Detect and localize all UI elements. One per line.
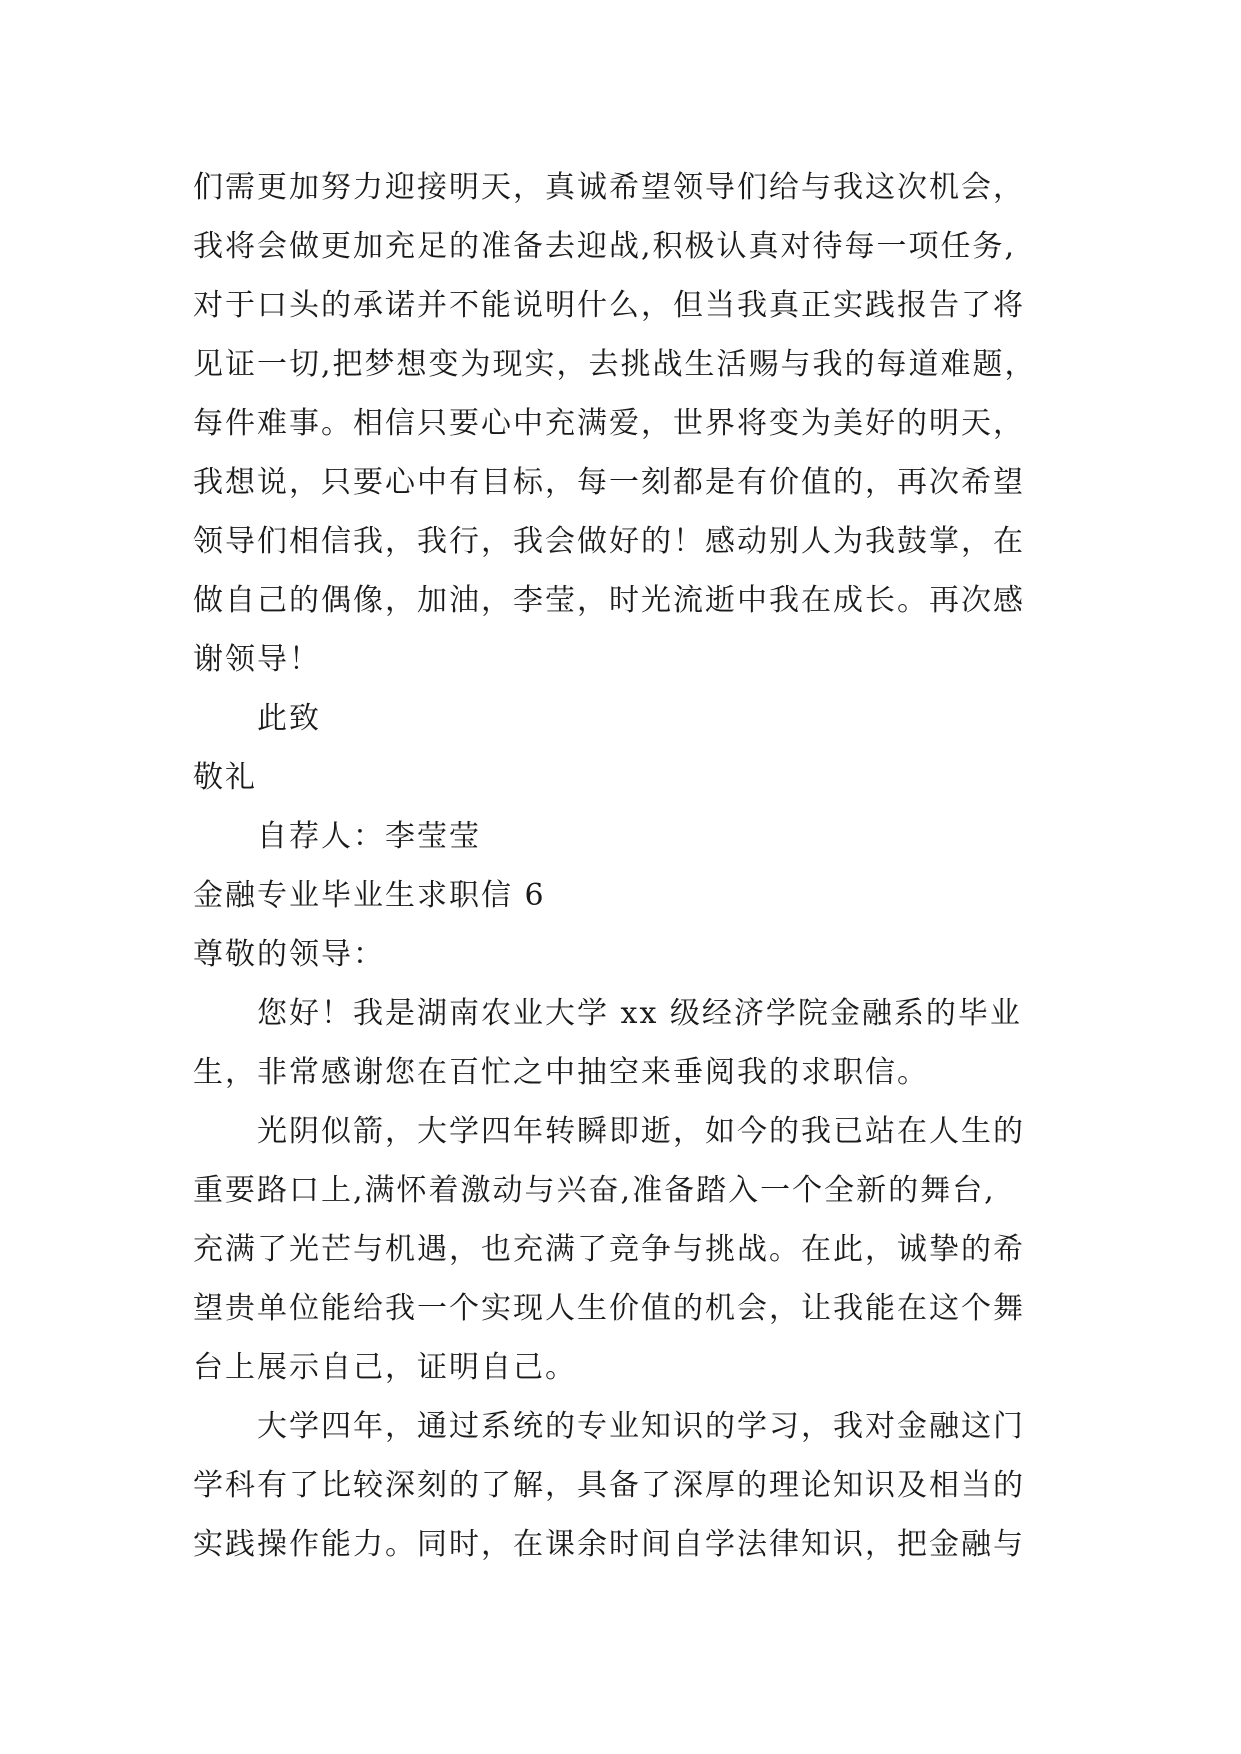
text-line: 见证一切,把梦想变为现实，去挑战生活赐与我的每道难题， [193, 347, 1037, 382]
text-line: 做自己的偶像，加油，李莹，时光流逝中我在成长。再次感 [193, 583, 1025, 618]
text-line: 领导们相信我，我行，我会做好的！感动别人为我鼓掌，在 [193, 524, 1025, 559]
text-line: 对于口头的承诺并不能说明什么，但当我真正实践报告了将 [193, 288, 1025, 323]
text-line: 重要路口上,满怀着激动与兴奋,准备踏入一个全新的舞台, [193, 1173, 996, 1208]
paragraph-start: 光阴似箭，大学四年转瞬即逝，如今的我已站在人生的 [257, 1114, 1025, 1149]
text-line: 们需更加努力迎接明天，真诚希望领导们给与我这次机会， [193, 170, 1025, 205]
document-body [193, 158, 1093, 1574]
text-line: 谢领导！ [193, 642, 321, 677]
text-line: 望贵单位能给我一个实现人生价值的机会，让我能在这个舞 [193, 1291, 1025, 1326]
greeting: 尊敬的领导： [193, 937, 385, 972]
text-line: 我将会做更加充足的准备去迎战,积极认真对待每一项任务, [193, 229, 1017, 264]
text-line: 充满了光芒与机遇，也充满了竞争与挑战。在此，诚挚的希 [193, 1232, 1025, 1267]
closing-regards: 敬礼 [193, 760, 257, 795]
text-line: 生，非常感谢您在百忙之中抽空来垂阅我的求职信。 [193, 1055, 929, 1090]
text-line: 台上展示自己，证明自己。 [193, 1350, 577, 1385]
text-line: 学科有了比较深刻的了解，具备了深厚的理论知识及相当的 [193, 1468, 1025, 1503]
text-line: 每件难事。相信只要心中充满爱，世界将变为美好的明天， [193, 406, 1025, 441]
signature: 自荐人：李莹莹 [257, 819, 481, 854]
closing-salutation: 此致 [257, 701, 321, 736]
text-line: 实践操作能力。同时，在课余时间自学法律知识，把金融与 [193, 1527, 1025, 1562]
paragraph-start: 您好！我是湖南农业大学 xx 级经济学院金融系的毕业 [257, 996, 1022, 1031]
section-title: 金融专业毕业生求职信 6 [193, 878, 546, 913]
text-line: 我想说，只要心中有目标，每一刻都是有价值的，再次希望 [193, 465, 1025, 500]
paragraph-start: 大学四年，通过系统的专业知识的学习，我对金融这门 [257, 1409, 1025, 1444]
